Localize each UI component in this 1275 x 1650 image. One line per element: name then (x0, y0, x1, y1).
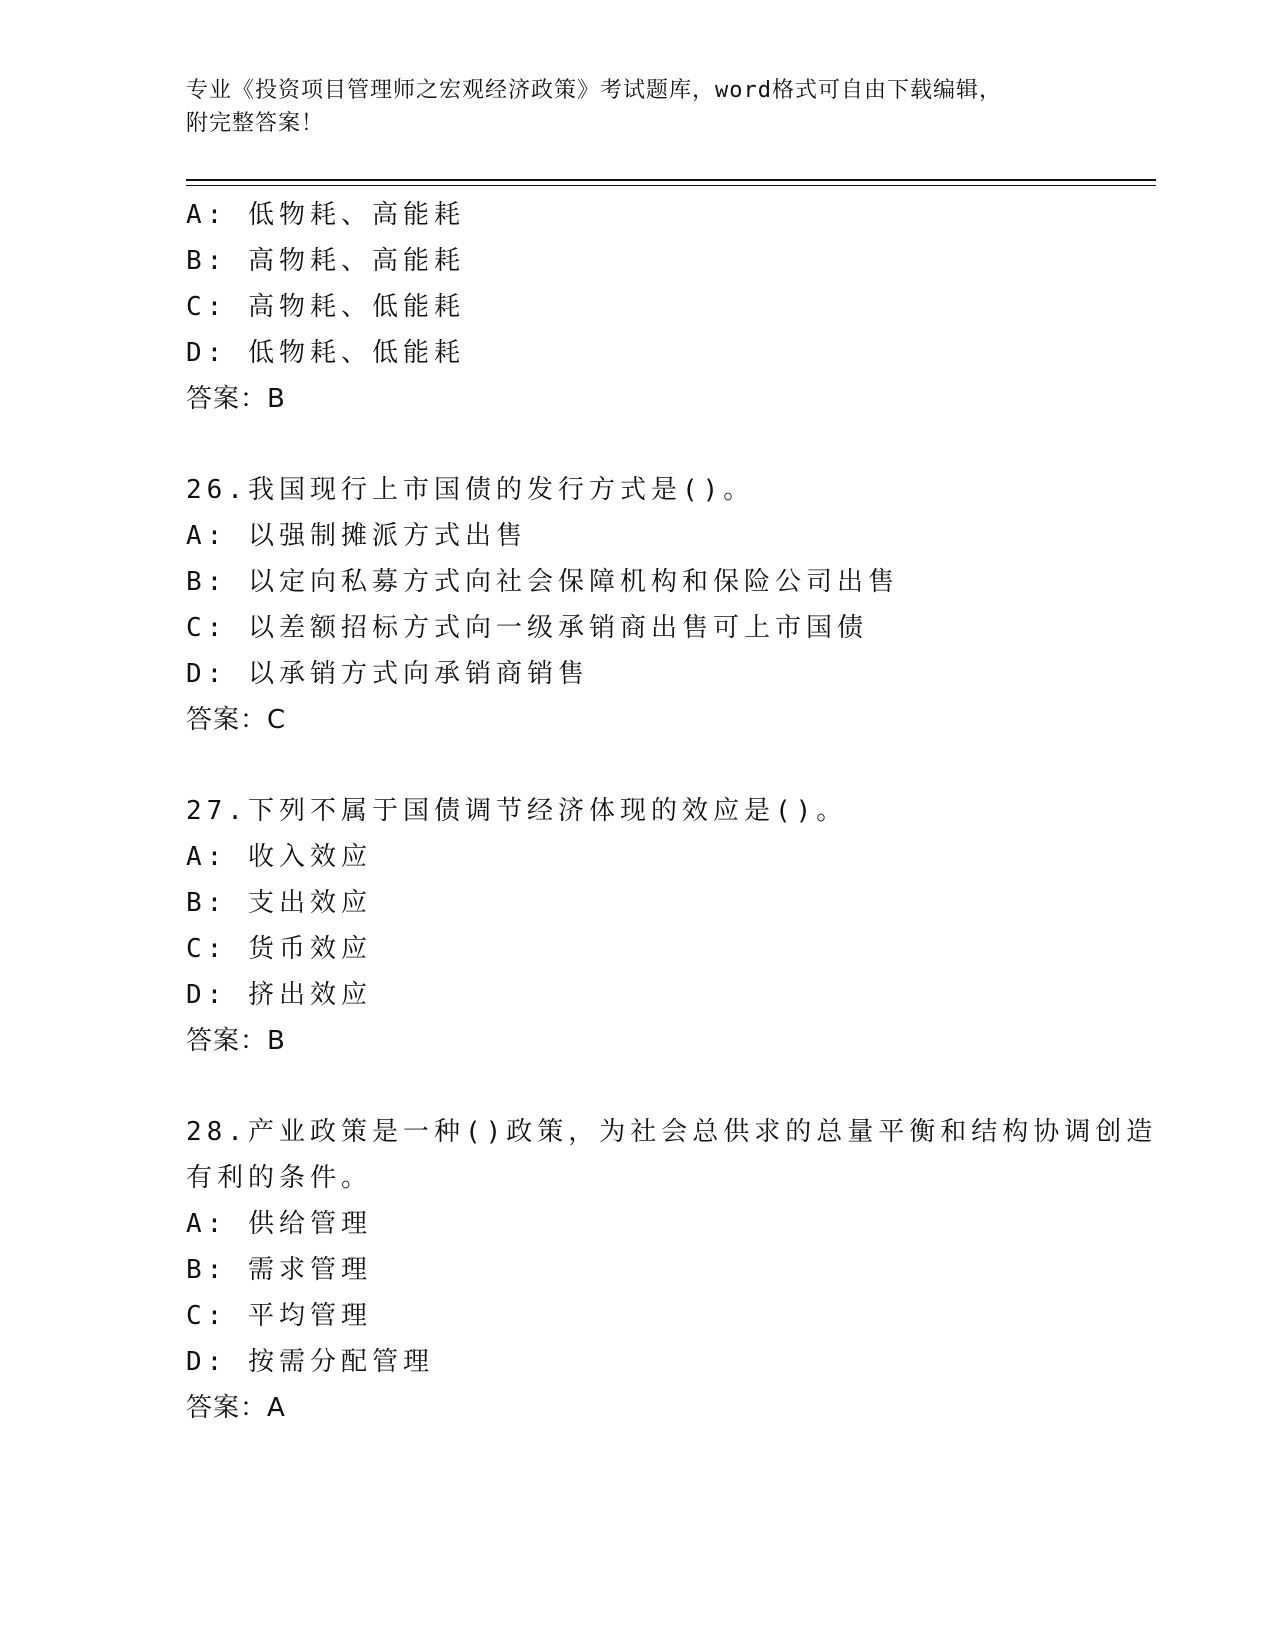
option-b: B: 支出效应 (186, 888, 372, 918)
option-a: A: 收入效应 (186, 842, 372, 872)
option-d: D: 以承销方式向承销商销售 (186, 659, 589, 689)
answer-line: 答案：C (186, 705, 287, 735)
document-header (186, 74, 1086, 140)
header-divider-thin (186, 185, 1156, 186)
question-list (186, 192, 1158, 1431)
question-text-line-1: 28.产业政策是一种()政策，为社会总供求的总量平衡和结构协调创造 (186, 1117, 1158, 1147)
option-c: C: 高物耗、低能耗 (186, 292, 465, 322)
header-line-1: 专业《投资项目管理师之宏观经济政策》考试题库，word格式可自由下载编辑， (186, 78, 1002, 103)
option-c: C: 以差额招标方式向一级承销商出售可上市国债 (186, 613, 868, 643)
option-b: B: 需求管理 (186, 1255, 372, 1285)
option-d: D: 挤出效应 (186, 980, 372, 1010)
spacer (186, 1064, 1146, 1109)
answer-line: 答案：B (186, 384, 286, 414)
option-b: B: 高物耗、高能耗 (186, 246, 465, 276)
option-a: A: 以强制摊派方式出售 (186, 521, 527, 551)
question-text: 26.我国现行上市国债的发行方式是()。 (186, 475, 755, 505)
header-divider-thick (186, 179, 1156, 181)
option-a: A: 供给管理 (186, 1209, 372, 1239)
option-d: D: 低物耗、低能耗 (186, 338, 465, 368)
question-block-26 (186, 467, 1146, 743)
header-line-2: 附完整答案！ (186, 111, 325, 136)
question-text-line-2: 有利的条件。 (186, 1163, 373, 1193)
question-block-25 (186, 192, 1146, 422)
option-c: C: 平均管理 (186, 1301, 372, 1331)
spacer (186, 743, 1146, 788)
option-d: D: 按需分配管理 (186, 1347, 434, 1377)
option-a: A: 低物耗、高能耗 (186, 200, 465, 230)
question-text: 27.下列不属于国债调节经济体现的效应是()。 (186, 796, 848, 826)
answer-line: 答案：B (186, 1026, 286, 1056)
option-b: B: 以定向私募方式向社会保障机构和保险公司出售 (186, 567, 899, 597)
question-block-27 (186, 788, 1146, 1064)
option-c: C: 货币效应 (186, 934, 372, 964)
question-block-28 (186, 1109, 1158, 1431)
answer-line: 答案：A (186, 1393, 286, 1423)
spacer (186, 422, 1146, 467)
